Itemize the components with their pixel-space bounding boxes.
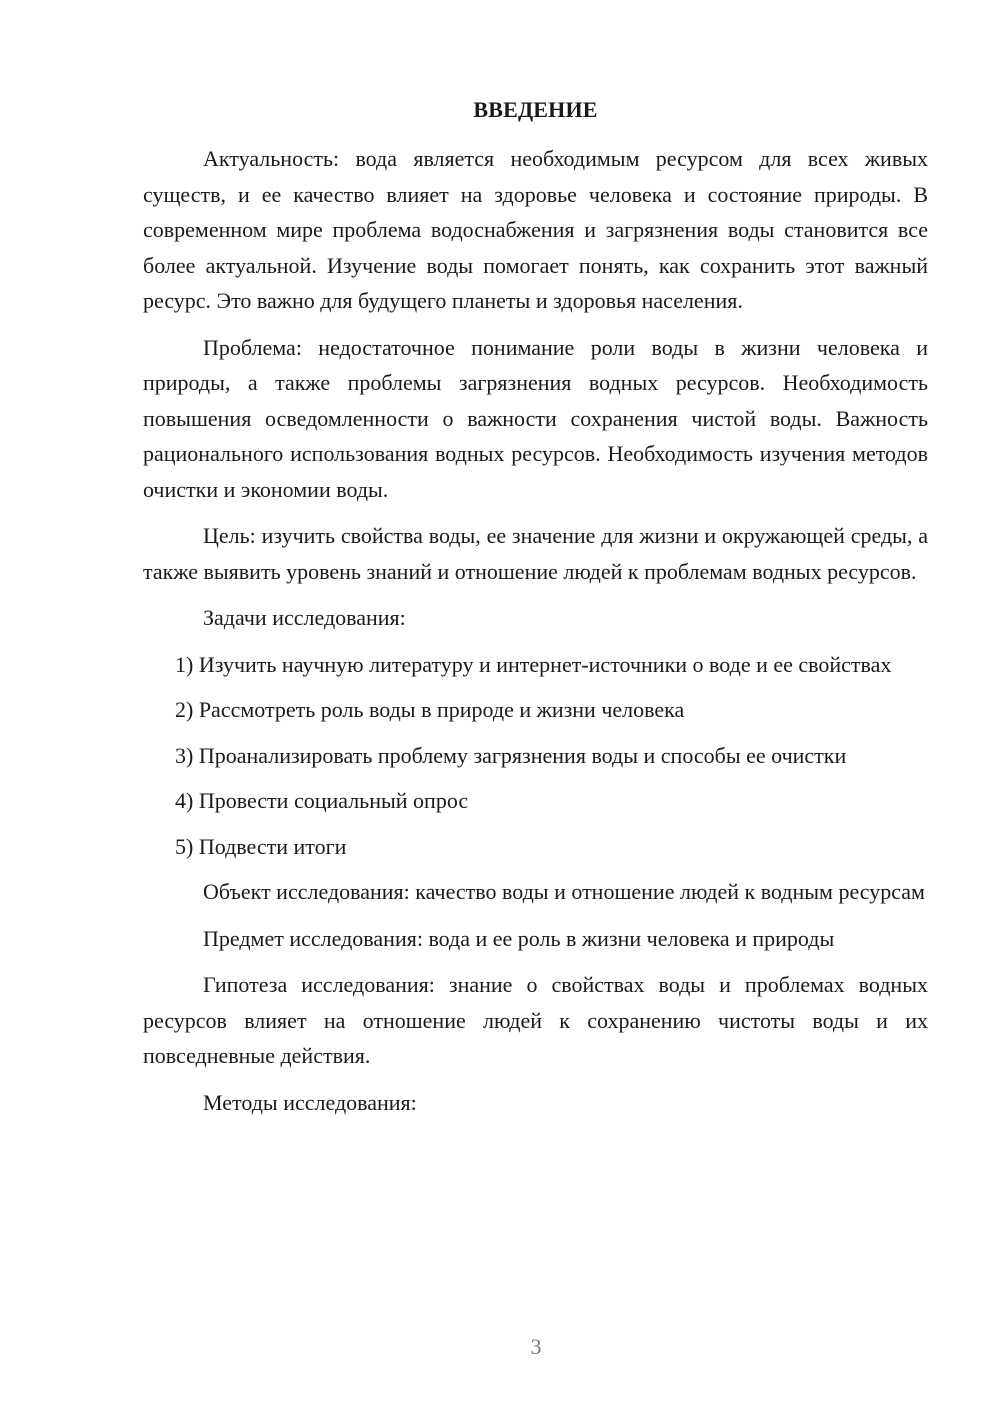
paragraph-object: Объект исследования: качество воды и отношение людей к водным ресурсам [203, 879, 925, 904]
task-item: 2) Рассмотреть роль воды в природе и жизни человека [175, 697, 685, 722]
task-item: 4) Провести социальный опрос [175, 788, 469, 813]
paragraph-relevance: Актуальность: вода является необходимым ресурсом для всех живых существ, и ее качество влияет на здоровье человека и состояние природы. В современном мире проблема водоснабжения и загрязнения воды становится все более актуальной. Изучение воды помогает понять, как сохранить этот важный ресурс. Это важно для будущего планеты и здоровья населения. [143, 146, 928, 313]
paragraph-tasks-heading: Задачи исследования: [203, 605, 406, 630]
task-item: 5) Подвести итоги [175, 833, 347, 859]
paragraph-subject: Предмет исследования: вода и ее роль в жизни человека и природы [203, 925, 835, 951]
section-title: ВВЕДЕНИЕ [473, 97, 598, 122]
paragraph-goal: Цель: изучить свойства воды, ее значение для жизни и окружающей среды, а также выявить уровень знаний и отношение людей к проблемам водных ресурсов. [143, 523, 928, 584]
paragraph-hypothesis: Гипотеза исследования: знание о свойствах воды и проблемах водных ресурсов влияет на отношение людей к сохранению чистоты воды и их повседневные действия. [143, 972, 928, 1068]
task-item: 1) Изучить научную литературу и интернет-источники о воде и ее свойствах [175, 651, 892, 677]
task-item: 3) Проанализировать проблему загрязнения воды и способы ее очистки [175, 742, 847, 768]
page-number: 3 [530, 1334, 542, 1359]
document-page [143, 92, 928, 1131]
paragraph-problem: Проблема: недостаточное понимание роли воды в жизни человека и природы, а также проблемы загрязнения водных ресурсов. Необходимость повышения осведомленности о важности сохранения чистой воды. Важность рационального использования водных ресурсов. Необходимость изучения методов очистки и экономии воды. [143, 334, 928, 502]
paragraph-methods: Методы исследования: [203, 1089, 417, 1115]
